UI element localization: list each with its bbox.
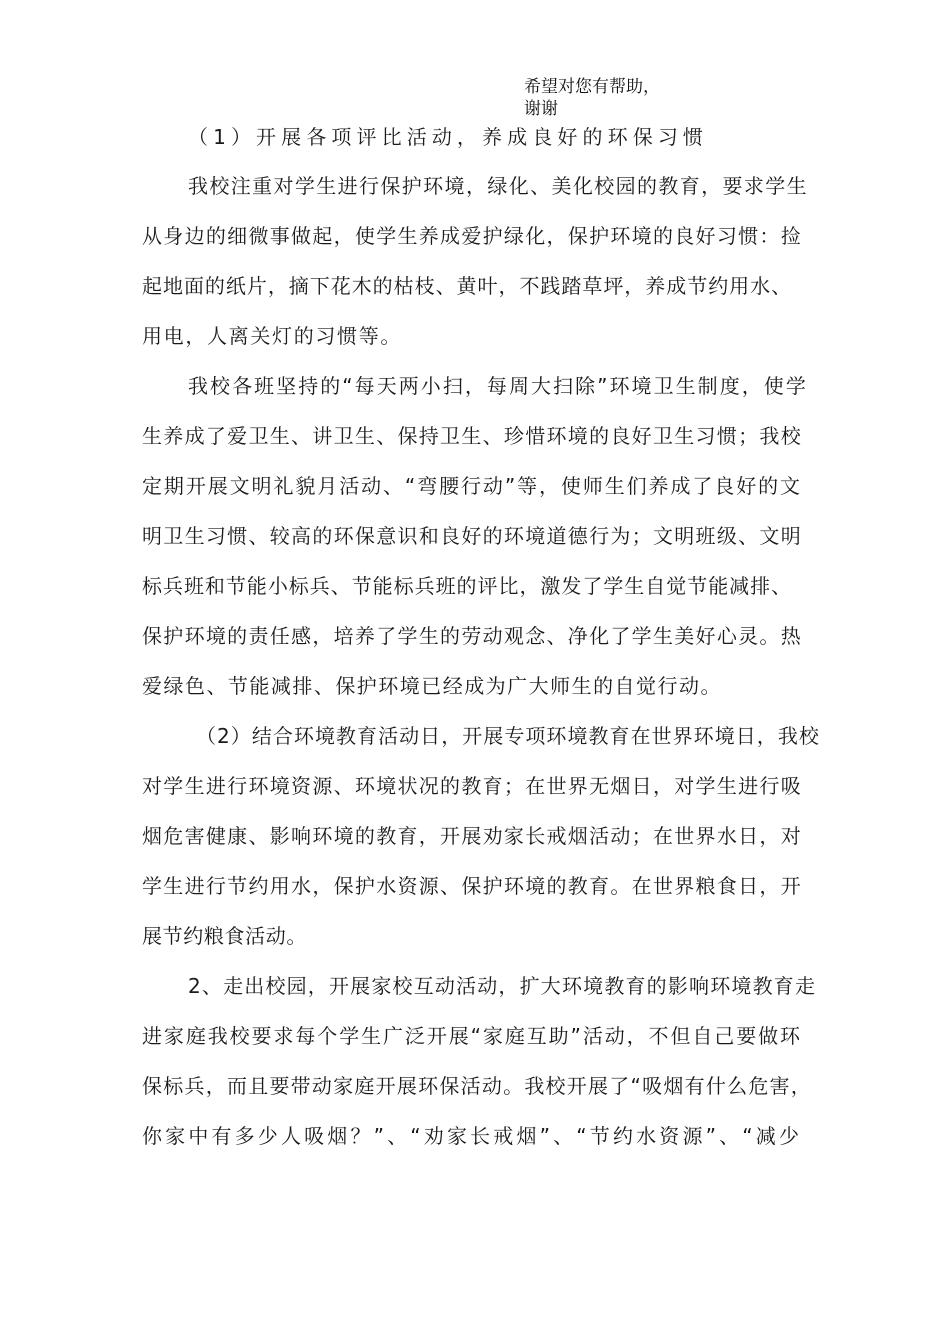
paragraph-line: 生养成了爱卫生、讲卫生、保持卫生、珍惜环境的良好卫生习惯；我校 — [142, 424, 802, 448]
paragraph-line: 明卫生习惯、较高的环保意识和良好的环境道德行为；文明班级、文明 — [142, 524, 802, 548]
paragraph-line: 保护环境的责任感，培养了学生的劳动观念、净化了学生美好心灵。热 — [142, 624, 802, 648]
paragraph-line: 对学生进行环境资源、环境状况的教育；在世界无烟日，对学生进行吸 — [142, 774, 802, 798]
paragraph-line: 展节约粮食活动。 — [142, 924, 308, 948]
paragraph-line: 学生进行节约用水，保护水资源、保护环境的教育。在世界粮食日，开 — [142, 874, 802, 898]
paragraph-line: 保标兵，而且要带动家庭开展环保活动。我校开展了“吸烟有什么危害， — [142, 1074, 813, 1098]
section-heading-1: （1）开展各项评比活动，养成良好的环保习惯 — [188, 125, 709, 149]
paragraph-line: 起地面的纸片，摘下花木的枯枝、黄叶，不践踏草坪，养成节约用水、 — [142, 274, 793, 298]
header-note-line-1: 希望对您有帮助， — [524, 77, 660, 97]
paragraph-line: 你家中有多少人吸烟？”、“劝家长戒烟”、“节约水资源”、“减少 — [142, 1124, 803, 1148]
section-heading-3: 2、走出校园，开展家校互动活动，扩大环境教育的影响环境教育走 — [188, 974, 817, 998]
section-heading-2: （2）结合环境教育活动日，开展专项环境教育在世界环境日，我校 — [196, 724, 820, 748]
header-note-line-2: 谢谢 — [524, 99, 558, 119]
paragraph-line: 烟危害健康、影响环境的教育，开展劝家长戒烟活动；在世界水日，对 — [142, 824, 802, 848]
paragraph-line: 标兵班和节能小标兵、节能标兵班的评比，激发了学生自觉节能减排、 — [142, 574, 793, 598]
paragraph-line: 爱绿色、节能减排、保护环境已经成为广大师生的自觉行动。 — [142, 674, 722, 698]
paragraph-line: 定期开展文明礼貌月活动、“弯腰行动”等，使师生们养成了良好的文 — [142, 474, 802, 498]
paragraph-line: 进家庭我校要求每个学生广泛开展“家庭互助”活动，不但自己要做环 — [142, 1024, 802, 1048]
paragraph-line: 我校注重对学生进行保护环境，绿化、美化校园的教育，要求学生 — [188, 174, 809, 198]
paragraph-line: 从身边的细微事做起，使学生养成爱护绿化，保护环境的良好习惯：捡 — [142, 224, 802, 248]
paragraph-line: 用电，人离关灯的习惯等。 — [142, 324, 403, 348]
header-note — [524, 76, 660, 120]
paragraph-line: 我校各班坚持的“每天两小扫，每周大扫除”环境卫生制度，使学 — [188, 374, 808, 398]
